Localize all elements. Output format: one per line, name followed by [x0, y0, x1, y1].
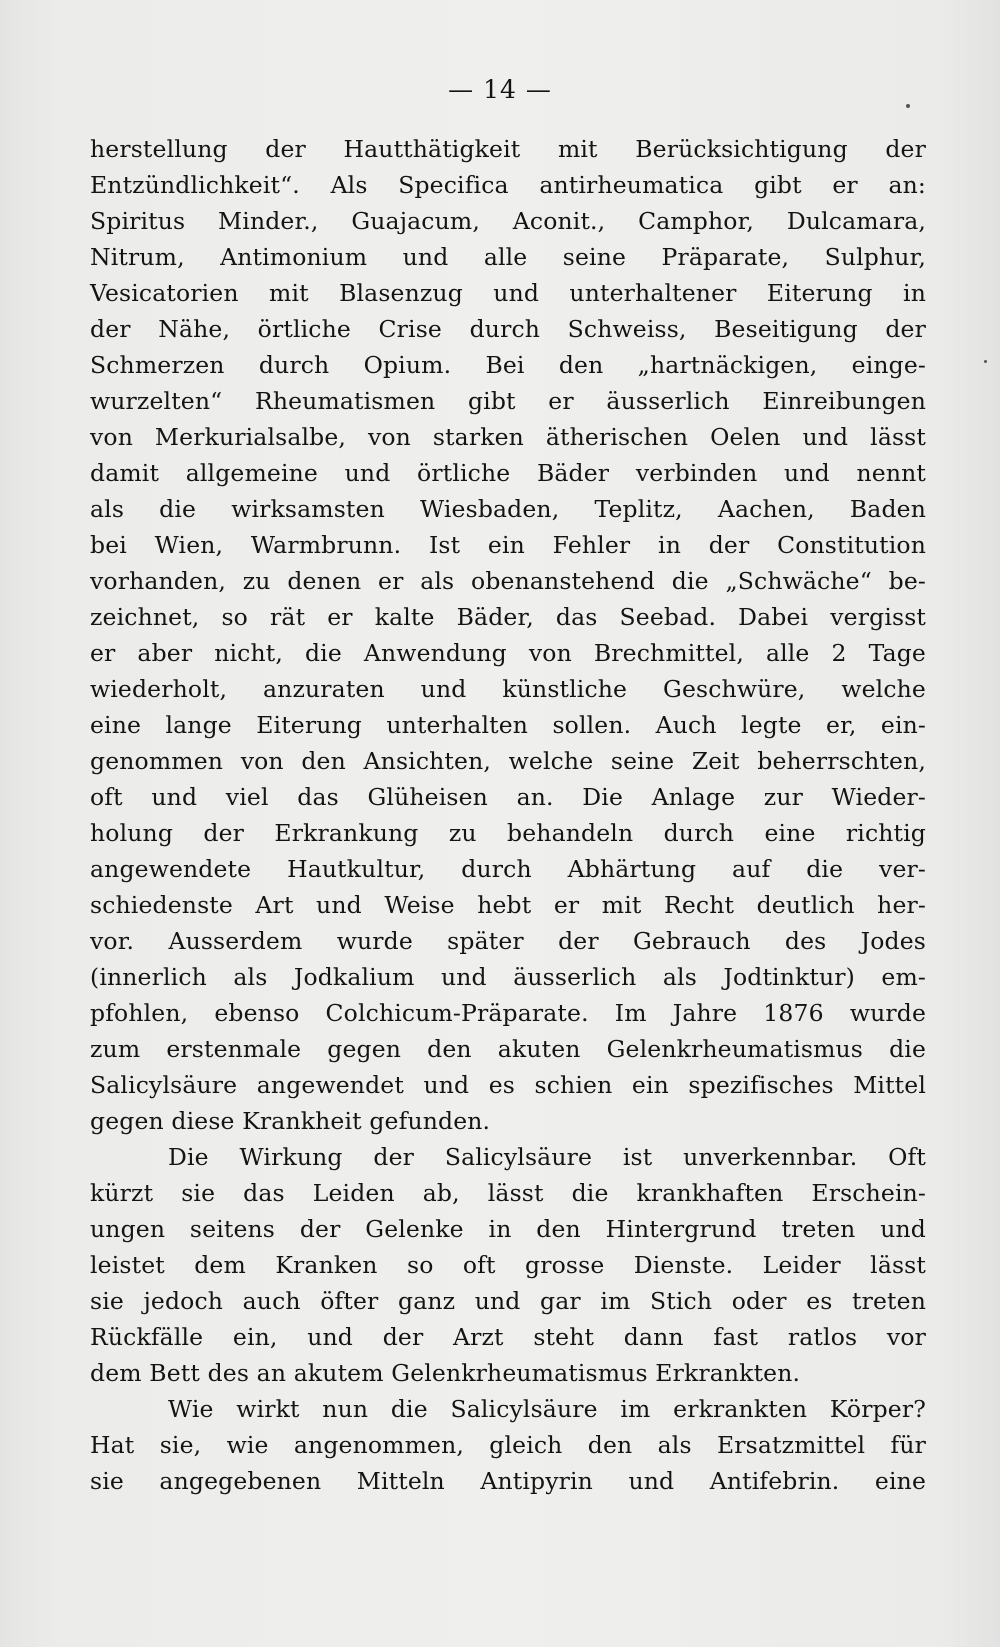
text-line: wurzelten“ Rheumatismen gibt er äusserlich Einreibungen: [90, 387, 926, 415]
page-number: — 14 —: [448, 75, 552, 104]
text-line: ungen seitens der Gelenke in den Hintergrund treten und: [90, 1215, 926, 1243]
text-line: von Merkurialsalbe, von starken ätherischen Oelen und lässt: [90, 423, 926, 451]
text-line: angewendete Hautkultur, durch Abhärtung auf die ver-: [90, 855, 926, 883]
text-line: Entzündlichkeit“. Als Specifica antirheumatica gibt er an:: [90, 171, 926, 199]
text-line: als die wirksamsten Wiesbaden, Teplitz, Aachen, Baden: [90, 495, 926, 523]
text-line: zum erstenmale gegen den akuten Gelenkrheumatismus die: [90, 1035, 926, 1063]
text-line: Vesicatorien mit Blasenzug und unterhaltener Eiterung in: [90, 279, 926, 307]
text-line: oft und viel das Glüheisen an. Die Anlage zur Wieder-: [90, 783, 926, 811]
text-line: dem Bett des an akutem Gelenkrheumatismus Erkrankten.: [90, 1359, 801, 1387]
text-line: sie jedoch auch öfter ganz und gar im Stich oder es treten: [90, 1287, 926, 1315]
scan-speck: [984, 360, 987, 363]
text-line: vorhanden, zu denen er als obenanstehend die „Schwäche“ be-: [90, 567, 926, 595]
text-line: Salicylsäure angewendet und es schien ein spezifisches Mittel: [90, 1071, 926, 1099]
text-line: pfohlen, ebenso Colchicum-Präparate. Im Jahre 1876 wurde: [90, 999, 926, 1027]
text-line: genommen von den Ansichten, welche seine Zeit beherrschten,: [90, 747, 926, 775]
text-line: der Nähe, örtliche Crise durch Schweiss, Beseitigung der: [90, 315, 926, 343]
text-line: vor. Ausserdem wurde später der Gebrauch des Jodes: [90, 927, 926, 955]
text-line: Die Wirkung der Salicylsäure ist unverkennbar. Oft: [168, 1143, 926, 1171]
text-line: zeichnet, so rät er kalte Bäder, das Seebad. Dabei vergisst: [90, 603, 926, 631]
text-line: Rückfälle ein, und der Arzt steht dann fast ratlos vor: [90, 1323, 926, 1351]
text-line: bei Wien, Warmbrunn. Ist ein Fehler in der Constitution: [90, 531, 926, 559]
text-line: Nitrum, Antimonium und alle seine Präparate, Sulphur,: [90, 243, 926, 271]
text-line: holung der Erkrankung zu behandeln durch eine richtig: [90, 819, 926, 847]
text-line: leistet dem Kranken so oft grosse Dienste. Leider lässt: [90, 1251, 926, 1279]
text-line: schiedenste Art und Weise hebt er mit Recht deutlich her-: [90, 891, 926, 919]
text-line: Wie wirkt nun die Salicylsäure im erkrankten Körper?: [168, 1395, 926, 1423]
text-line: wiederholt, anzuraten und künstliche Geschwüre, welche: [90, 675, 926, 703]
text-line: gegen diese Krankheit gefunden.: [90, 1107, 491, 1135]
text-line: eine lange Eiterung unterhalten sollen. Auch legte er, ein-: [90, 711, 926, 739]
text-line: damit allgemeine und örtliche Bäder verbinden und nennt: [90, 459, 926, 487]
text-line: kürzt sie das Leiden ab, lässt die krankhaften Erschein-: [90, 1179, 926, 1207]
text-line: Hat sie, wie angenommen, gleich den als Ersatzmittel für: [90, 1431, 926, 1459]
text-line: sie angegebenen Mitteln Antipyrin und Antifebrin. eine: [90, 1467, 926, 1495]
text-line: er aber nicht, die Anwendung von Brechmittel, alle 2 Tage: [90, 639, 926, 667]
body-text: [90, 131, 926, 1499]
text-line: (innerlich als Jodkalium und äusserlich als Jodtinktur) em-: [90, 963, 926, 991]
text-line: Schmerzen durch Opium. Bei den „hartnäckigen, einge-: [90, 351, 926, 379]
text-line: herstellung der Hautthätigkeit mit Berücksichtigung der: [90, 135, 926, 163]
text-line: Spiritus Minder., Guajacum, Aconit., Camphor, Dulcamara,: [90, 207, 926, 235]
scan-speck: [906, 104, 910, 108]
